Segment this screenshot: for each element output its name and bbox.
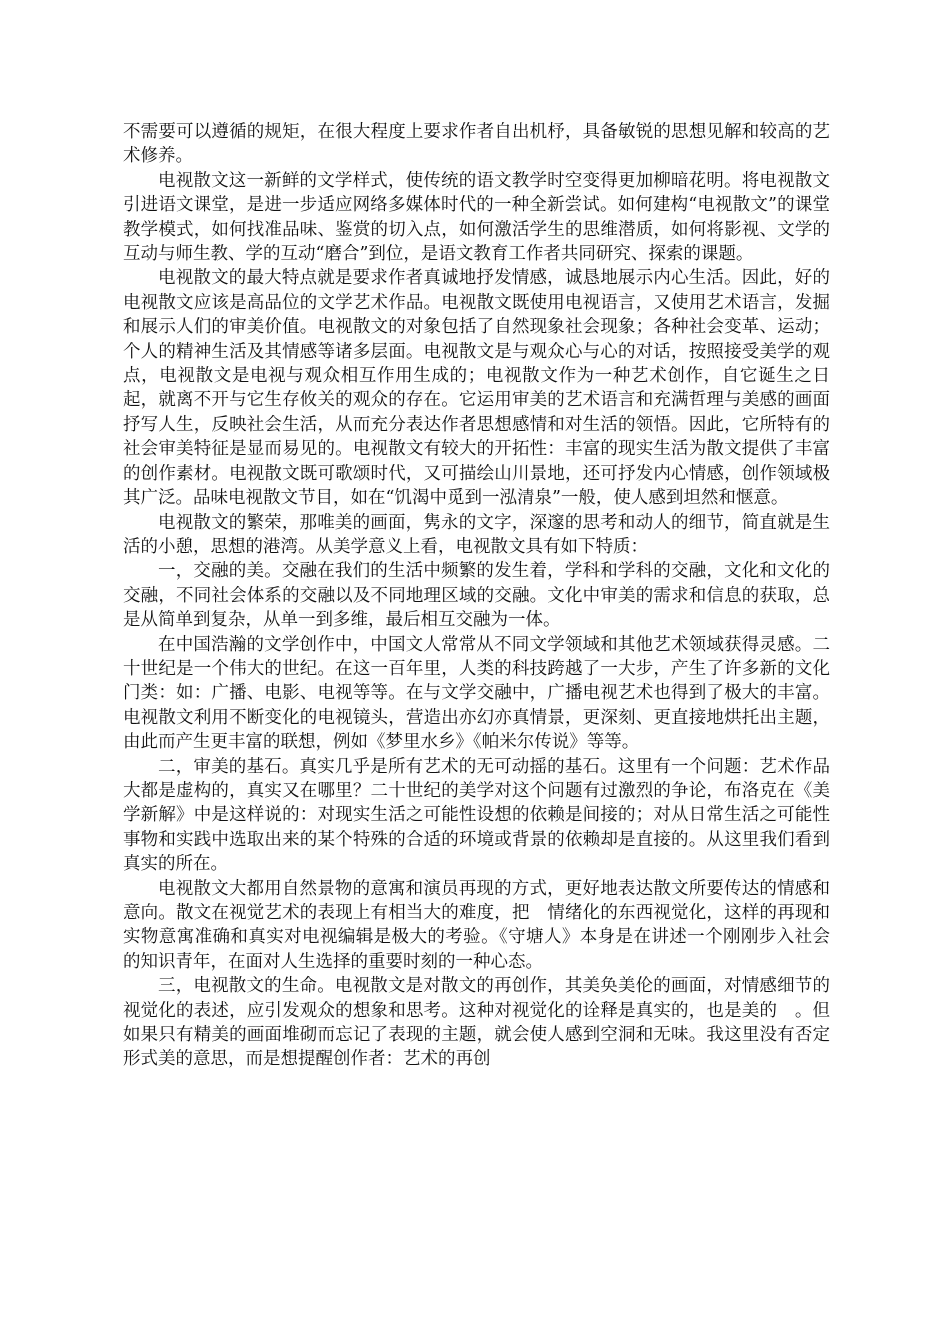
paragraph-4: 电视散文的繁荣，那唯美的画面，隽永的文字，深邃的思考和动人的细节，简直就是生活的小憩，思想的港湾。从美学意义上看，电视散文具有如下特质： (123, 512, 830, 557)
paragraph-3: 电视散文的最大特点就是要求作者真诚地抒发情感，诚恳地展示内心生活。因此，好的电视散文应该是高品位的文学艺术作品。电视散文既使用电视语言，又使用艺术语言，发掘和展示人们的审美价值。电视散文的对象包括了自然现象社会现象；各种社会变革、运动；个人的精神生活及其情感等诸多层面。电视散文是与观众心与心的对话，按照接受美学的观点，电视散文是电视与观众相互作用生成的；电视散文作为一种艺术创作，自它诞生之日起，就离不开与它生存攸关的观众的存在。它运用审美的艺术语言和充满哲理与美感的画面抒写人生，反映社会生活，从而充分表达作者思想感情和对生活的领悟。因此，它所特有的社会审美特征是显而易见的。电视散文有较大的开拓性：丰富的现实生活为散文提供了丰富的创作素材。电视散文既可歌颂时代，又可描绘山川景地，还可抒发内心情感，创作领域极其广泛。品味电视散文节目，如在“饥渴中觅到一泓清泉”一般，使人感到坦然和惬意。 (123, 268, 830, 509)
paragraph-6: 在中国浩瀚的文学创作中，中国文人常常从不同文学领域和其他艺术领域获得灵感。二十世纪是一个伟大的世纪。在这一百年里，人类的科技跨越了一大步，产生了许多新的文化门类：如：广播、电影、电视等等。在与文学交融中，广播电视艺术也得到了极大的丰富。电视散文利用不断变化的电视镜头，营造出亦幻亦真情景，更深刻、更直接地烘托出主题，由此而产生更丰富的联想，例如《梦里水乡》《帕米尔传说》等等。 (123, 634, 830, 753)
paragraph-8: 电视散文大都用自然景物的意寓和演员再现的方式，更好地表达散文所要传达的情感和意向。散文在视觉艺术的表现上有相当大的难度，把 情绪化的东西视觉化，这样的再现和实物意寓准确和真实对电视编辑是极大的考验。《守塘人》本身是在讲述一个刚刚步入社会的知识青年，在面对人生选择的重要时刻的一种心态。 (123, 878, 830, 972)
document-page (123, 120, 830, 1072)
paragraph-5: 一，交融的美。交融在我们的生活中频繁的发生着，学科和学科的交融，文化和文化的交融，不同社会体系的交融以及不同地理区域的交融。文化中审美的需求和信息的获取，总是从简单到复杂，从单一到多维，最后相互交融为一体。 (123, 561, 830, 631)
paragraph-2: 电视散文这一新鲜的文学样式，使传统的语文教学时空变得更加柳暗花明。将电视散文引进语文课堂，是进一步适应网络多媒体时代的一种全新尝试。如何建构“电视散文”的课堂教学模式，如何找准品味、鉴赏的切入点，如何激活学生的思维潜质，如何将影视、文学的互动与师生教、学的互动“磨合”到位，是语文教育工作者共同研究、探索的课题。 (123, 170, 830, 265)
paragraph-1: 不需要可以遵循的规矩，在很大程度上要求作者自出机杼，具备敏锐的思想见解和较高的艺术修养。 (123, 122, 830, 167)
paragraph-7: 二，审美的基石。真实几乎是所有艺术的无可动摇的基石。这里有一个问题：艺术作品大都是虚构的，真实又在哪里？二十世纪的美学对这个问题有过激烈的争论，布洛克在《美学新解》中是这样说的：对现实生活之可能性设想的依赖是间接的；对从日常生活之可能性事物和实践中选取出来的某个特殊的合适的环境或背景的依赖却是直接的。从这里我们看到真实的所在。 (123, 756, 830, 875)
paragraph-9: 三，电视散文的生命。电视散文是对散文的再创作，其美奂美伦的画面，对情感细节的视觉化的表述，应引发观众的想象和思考。这种对视觉化的诠释是真实的，也是美的 。但如果只有精美的画面堆砌而忘记了表现的主题，就会使人感到空洞和无味。我这里没有否定形式美的意思，而是想提醒创作者：艺术的再创 (123, 976, 830, 1070)
